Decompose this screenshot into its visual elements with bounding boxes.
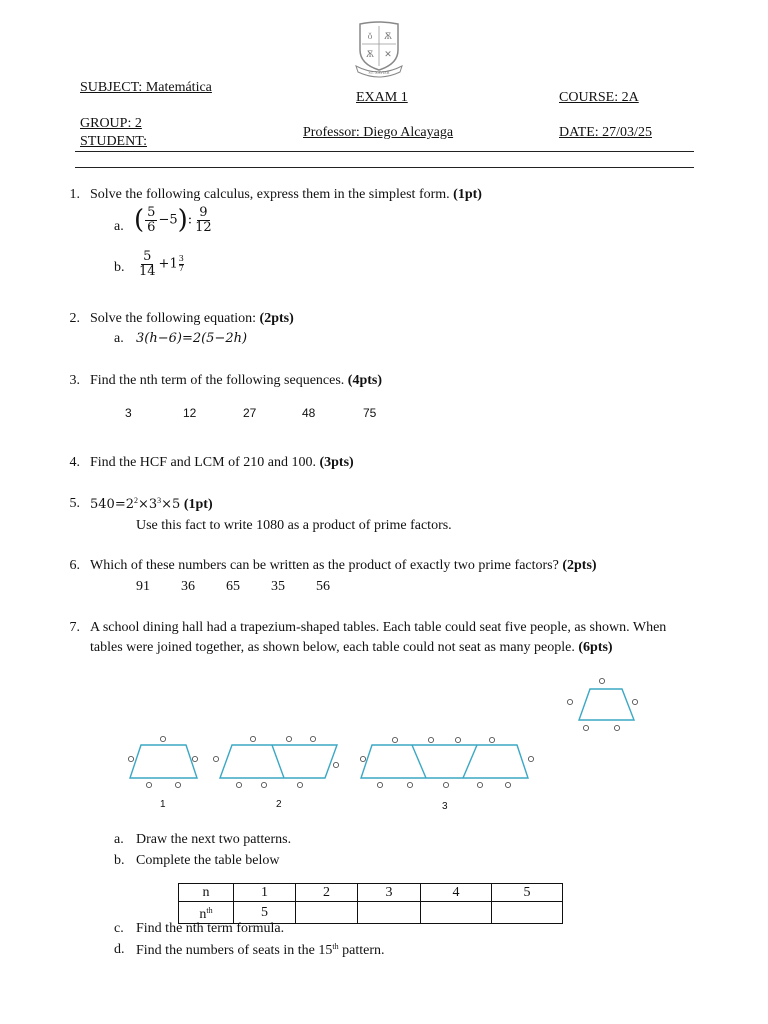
svg-text:Ѫ: Ѫ [383,31,393,41]
table-cell: 4 [421,884,492,902]
svg-text:ST. XAVIER: ST. XAVIER [368,70,390,75]
sequence-term: 3 [125,406,132,420]
q1a-expression: ( $\frac{5}{6}$ −5): $\frac{9}{12}$ [134,205,212,236]
svg-text:Ѫ: Ѫ [365,49,375,59]
header-divider-top [75,151,694,152]
student-label: STUDENT: [80,134,147,149]
q2-text: Solve the following equation: (2pts) [90,311,294,326]
q1-text: Solve the following calculus, express them in the simplest form. (1pt) [90,187,482,202]
pattern-table [178,883,563,924]
pattern-label: 3 [442,801,448,812]
q6-number-option: 91 [136,579,150,594]
table-row [179,884,563,902]
table-cell [358,902,421,924]
table-cell [296,902,358,924]
q7-text-line2: tables were joined together, as shown below, each table could not seat as many people. (6pts) [90,640,613,655]
sequence-term: 12 [183,406,197,420]
table-cell: n [179,884,234,902]
school-crest-logo [352,20,406,78]
table-cell: 1 [234,884,296,902]
q7d-text: Find the numbers of seats in the 15th pattern. [136,942,385,958]
professor-label: Professor: Diego Alcayaga [303,125,454,140]
table-cell [421,902,492,924]
exam-title: EXAM 1 [356,90,408,105]
q5-equation: $540=2^2\times 3^3\times 5$ (1pt) [90,496,213,512]
q7b-text: Complete the table below [136,853,280,868]
table-cell: 2 [296,884,358,902]
table-patterns-diagram [122,733,542,815]
table-cell: 3 [358,884,421,902]
pattern-label: 1 [160,799,166,810]
q3-number: 3. [69,373,80,388]
header-divider-bottom [75,167,694,168]
table-cell: 5 [492,884,563,902]
q7b-label: b. [114,853,125,868]
q6-number-option: 35 [271,579,285,594]
q6-number-option: 36 [181,579,195,594]
q1b-label: b. [114,260,125,275]
q6-number-option: 56 [316,579,330,594]
table-cell: 5 [234,902,296,924]
single-table-diagram [560,676,650,736]
sequence-term: 75 [363,406,377,420]
q4-text: Find the HCF and LCM of 210 and 100. (3pts) [90,455,354,470]
q3-text: Find the nth term of the following sequences. (4pts) [90,373,383,388]
pattern-label: 2 [276,799,282,810]
date-label: DATE: 27/03/25 [559,125,652,140]
sequence-term: 48 [302,406,316,420]
q5-subtext: Use this fact to write 1080 as a product of prime factors. [136,518,452,533]
q6-number-option: 65 [226,579,240,594]
group-label: GROUP: 2 [80,116,142,131]
q7-text-line1: A school dining hall had a trapezium-shaped tables. Each table could seat five people, as shown. When [90,620,667,635]
q5-number: 5. [69,496,80,511]
svg-text:✕: ✕ [384,49,392,59]
q1a-label: a. [114,219,124,234]
q7a-text: Draw the next two patterns. [136,832,292,847]
q1-number: 1. [69,187,80,202]
q6-number: 6. [69,558,80,573]
svg-text:ŏ: ŏ [367,31,373,41]
q1b-expression: $\frac{5}{14}$ +1 $\frac{3}{7}$ [139,249,184,279]
sequence-term: 27 [243,406,257,420]
table-cell [492,902,563,924]
q7c-label: c. [114,921,124,936]
q2a-label: a. [114,331,124,346]
q7-number: 7. [69,620,80,635]
q7a-label: a. [114,832,124,847]
subject-label: SUBJECT: Matemática [80,80,212,95]
q2-number: 2. [69,311,80,326]
table-cell: $n^{th}$ [179,902,234,924]
q4-number: 4. [69,455,80,470]
q2a-equation: 3(h−6)=2(5−2h) [136,331,248,346]
course-label: COURSE: 2A [559,90,639,105]
q7d-label: d. [114,942,125,957]
q6-text: Which of these numbers can be written as the product of exactly two prime factors? (2pts) [90,558,597,573]
q7c-text: Find the nth term formula. [136,921,285,936]
